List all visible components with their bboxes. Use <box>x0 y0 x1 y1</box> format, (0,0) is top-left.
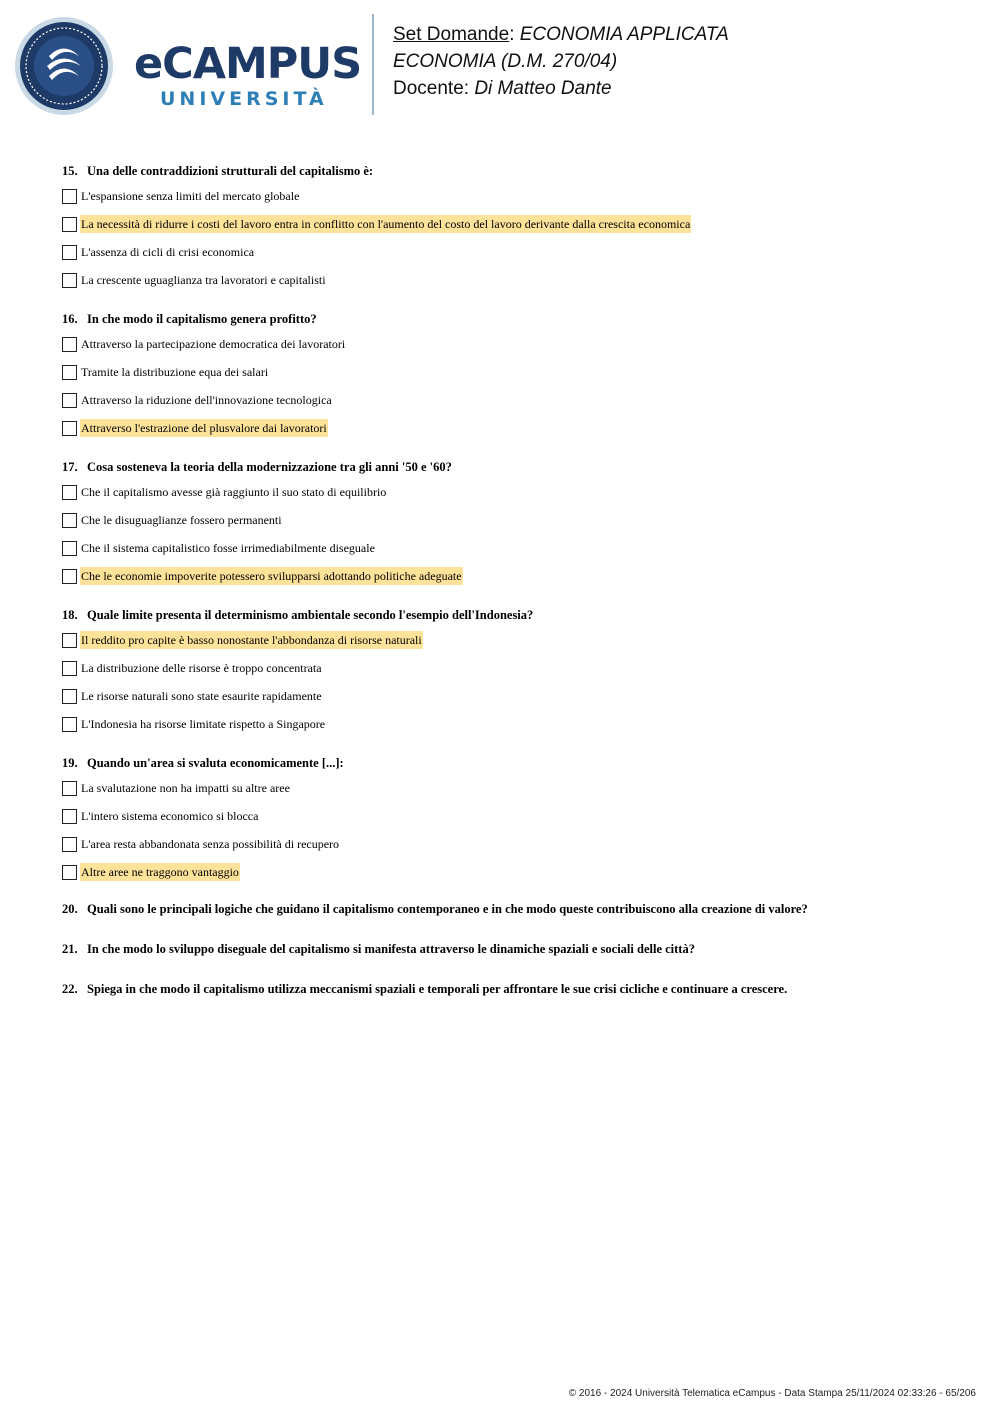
question-block <box>62 604 962 738</box>
open-question: 22. Spiega in che modo il capitalismo utilizza meccanismi spaziali e temporali per affrontare le sue crisi cicliche e continuare a crescere. <box>62 982 788 996</box>
answer-option[interactable]: L'espansione senza limiti del mercato globale <box>62 182 962 210</box>
checkbox-icon[interactable] <box>62 541 77 556</box>
page-footer: © 2016 - 2024 Università Telematica eCampus - Data Stampa 25/11/2024 02:33:26 - 65/206 <box>568 1388 976 1399</box>
checkbox-icon[interactable] <box>62 365 77 380</box>
answer-option[interactable] <box>62 858 962 886</box>
checkbox-icon[interactable] <box>62 421 77 436</box>
highlighted-answer: Il reddito pro capite è basso nonostante l'abbondanza di risorse naturali <box>81 633 422 647</box>
highlighted-answer: Attraverso l'estrazione del plusvalore dai lavoratori <box>81 421 327 435</box>
checkbox-icon[interactable] <box>62 569 77 584</box>
highlighted-answer: La necessità di ridurre i costi del lavoro entra in conflitto con l'aumento del costo del lavoro derivante dalla crescita economica <box>81 217 691 231</box>
ecampus-wordmark: eCAMPUS <box>134 39 362 89</box>
question-title: 19. Quando un'area si svaluta economicamente [...]: <box>62 756 344 770</box>
ecampus-seal-logo <box>14 16 114 116</box>
checkbox-icon[interactable] <box>62 513 77 528</box>
checkbox-icon[interactable] <box>62 661 77 676</box>
question-list <box>62 160 962 1020</box>
answer-option[interactable]: La distribuzione delle risorse è troppo concentrata <box>62 654 962 682</box>
header-divider <box>372 14 374 115</box>
set-value: ECONOMIA APPLICATA <box>519 24 729 45</box>
answer-option[interactable]: Attraverso la riduzione dell'innovazione tecnologica <box>62 386 962 414</box>
course-line: ECONOMIA (D.M. 270/04) <box>393 51 618 72</box>
checkbox-icon[interactable] <box>62 809 77 824</box>
set-line: Set Domande: ECONOMIA APPLICATA <box>393 24 729 45</box>
question-block <box>62 752 962 886</box>
universita-wordmark: UNIVERSITÀ <box>160 88 328 110</box>
answer-option[interactable]: L'intero sistema economico si blocca <box>62 802 962 830</box>
set-label: Set Domande <box>393 24 510 45</box>
answer-option[interactable]: La svalutazione non ha impatti su altre aree <box>62 774 962 802</box>
answer-option[interactable]: Che il capitalismo avesse già raggiunto il suo stato di equilibrio <box>62 478 962 506</box>
teacher-value: Di Matteo Dante <box>474 78 612 99</box>
checkbox-icon[interactable] <box>62 393 77 408</box>
checkbox-icon[interactable] <box>62 337 77 352</box>
open-question: 20. Quali sono le principali logiche che guidano il capitalismo contemporaneo e in che modo queste contribuiscono alla creazione di valore? <box>62 902 808 916</box>
highlighted-answer: Altre aree ne traggono vantaggio <box>81 865 239 879</box>
teacher-line <box>393 75 729 102</box>
answer-option[interactable] <box>62 562 962 590</box>
highlighted-answer: Che le economie impoverite potessero svilupparsi adottando politiche adeguate <box>81 569 462 583</box>
answer-option[interactable]: L'area resta abbandonata senza possibilità di recupero <box>62 830 962 858</box>
question-title: 17. Cosa sosteneva la teoria della modernizzazione tra gli anni '50 e '60? <box>62 460 452 474</box>
checkbox-icon[interactable] <box>62 485 77 500</box>
answer-option[interactable]: Che il sistema capitalistico fosse irrimediabilmente diseguale <box>62 534 962 562</box>
checkbox-icon[interactable] <box>62 633 77 648</box>
checkbox-icon[interactable] <box>62 189 77 204</box>
checkbox-icon[interactable] <box>62 217 77 232</box>
checkbox-icon[interactable] <box>62 781 77 796</box>
answer-option[interactable]: L'Indonesia ha risorse limitate rispetto a Singapore <box>62 710 962 738</box>
answer-option[interactable] <box>62 414 962 442</box>
answer-option[interactable]: L'assenza di cicli di crisi economica <box>62 238 962 266</box>
checkbox-icon[interactable] <box>62 717 77 732</box>
question-title: 15. Una delle contraddizioni strutturali del capitalismo è: <box>62 164 374 178</box>
question-title: 16. In che modo il capitalismo genera profitto? <box>62 312 317 326</box>
answer-option[interactable]: Attraverso la partecipazione democratica dei lavoratori <box>62 330 962 358</box>
header-info <box>393 21 729 102</box>
checkbox-icon[interactable] <box>62 837 77 852</box>
question-title: 18. Quale limite presenta il determinismo ambientale secondo l'esempio dell'Indonesia? <box>62 608 534 622</box>
answer-option[interactable] <box>62 210 962 238</box>
answer-option[interactable]: Che le disuguaglianze fossero permanenti <box>62 506 962 534</box>
question-block <box>62 456 962 590</box>
checkbox-icon[interactable] <box>62 865 77 880</box>
answer-option[interactable]: La crescente uguaglianza tra lavoratori e capitalisti <box>62 266 962 294</box>
answer-option[interactable]: Le risorse naturali sono state esaurite rapidamente <box>62 682 962 710</box>
answer-option[interactable]: Tramite la distribuzione equa dei salari <box>62 358 962 386</box>
question-block <box>62 308 962 442</box>
checkbox-icon[interactable] <box>62 689 77 704</box>
checkbox-icon[interactable] <box>62 273 77 288</box>
checkbox-icon[interactable] <box>62 245 77 260</box>
question-block <box>62 160 962 294</box>
answer-option[interactable] <box>62 626 962 654</box>
open-question: 21. In che modo lo sviluppo diseguale del capitalismo si manifesta attraverso le dinamiche spaziali e sociali delle città? <box>62 942 695 956</box>
page-header <box>0 0 1000 130</box>
teacher-label: Docente: <box>393 78 470 99</box>
